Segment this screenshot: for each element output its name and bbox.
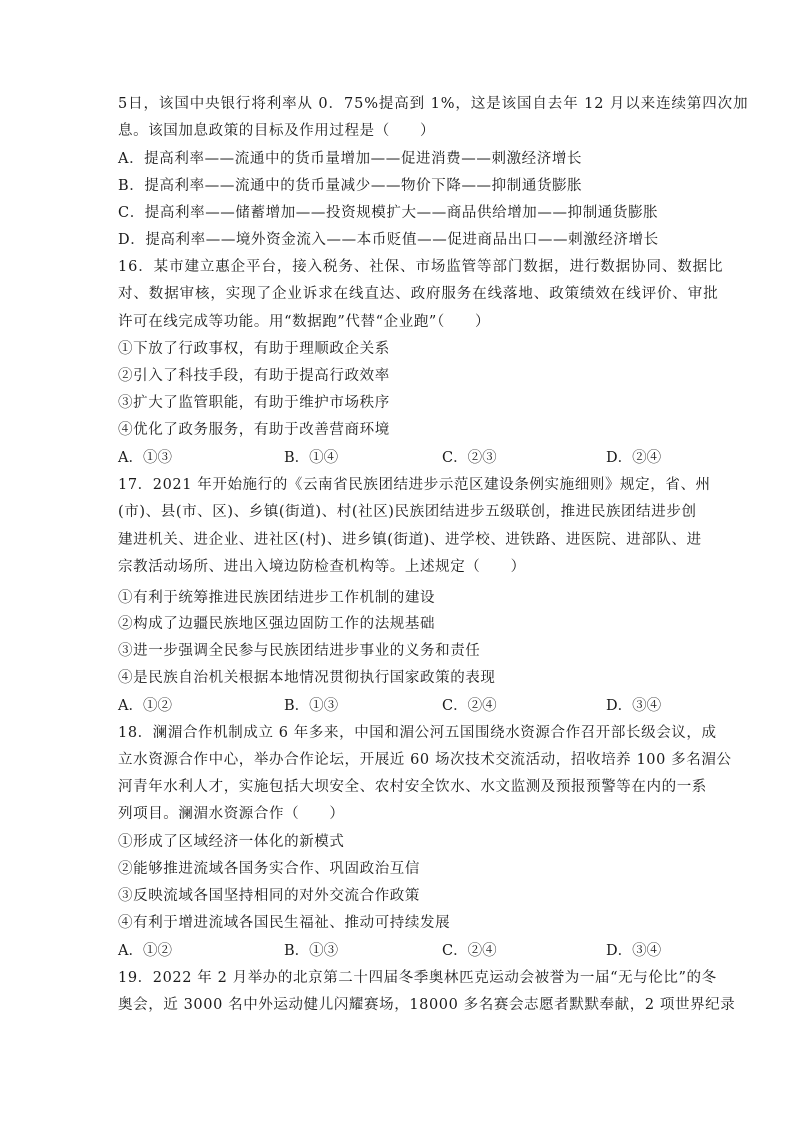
q17-item-1: ①有利于统筹推进民族团结进步工作机制的建设 (118, 590, 436, 606)
q18-item-2: ②能够推进流域各国务实合作、巩固政治互信 (118, 861, 420, 877)
q18-choices (118, 941, 678, 961)
q17-stem-line-1: 17．2021 年开始施行的《云南省民族团结进步示范区建设条例实施细则》规定，省、州 (118, 477, 711, 493)
q16-stem-line-2: 对、数据审核，实现了企业诉求在线直达、政府服务在线落地、政策绩效在线评价、审批 (118, 286, 719, 302)
q19-stem-line-1: 19．2022 年 2 月举办的北京第二十四届冬季奥林匹克运动会被誉为一届“无与伦比”的冬 (118, 970, 717, 986)
q16-item-3: ③扩大了监管职能，有助于维护市场秩序 (118, 395, 390, 411)
q18-choice-d: D．③④ (606, 943, 662, 959)
q18-item-1: ①形成了区域经济一体化的新模式 (118, 834, 345, 850)
q15-option-d: D．提高利率——境外资金流入——本币贬值——促进商品出口——刺激经济增长 (118, 232, 659, 248)
q15-option-a: A．提高利率——流通中的货币量增加——促进消费——刺激经济增长 (118, 151, 583, 167)
q17-item-3: ③进一步强调全民参与民族团结进步事业的义务和责任 (118, 643, 481, 659)
q18-choice-c: C．②④ (442, 943, 497, 959)
q17-stem-line-3: 建进机关、进企业、进社区(村)、进乡镇(街道)、进学校、进铁路、进医院、进部队、进 (118, 532, 702, 548)
q17-choice-d: D．③④ (606, 698, 662, 714)
q16-stem-line-1: 16．某市建立惠企平台，接入税务、社保、市场监管等部门数据，进行数据协同、数据比 (118, 259, 724, 275)
q18-item-3: ③反映流域各国坚持相同的对外交流合作政策 (118, 888, 420, 904)
q17-choice-c: C．②④ (442, 698, 497, 714)
q16-choice-c: C．②③ (442, 450, 497, 466)
q17-item-4: ④是民族自治机关根据本地情况贯彻执行国家政策的表现 (118, 670, 496, 686)
q16-item-4: ④优化了政务服务，有助于改善营商环境 (118, 422, 390, 438)
q19-stem-line-2: 奥会，近 3000 名中外运动健儿闪耀赛场，18000 多名赛会志愿者默默奉献，2 项世界纪录 (118, 997, 736, 1013)
q16-stem-line-3: 许可在线完成等功能。用“数据跑”代替“企业跑”（ ） (118, 314, 491, 330)
q16-item-1: ①下放了行政事权，有助于理顺政企关系 (118, 341, 390, 357)
q15-option-c: C．提高利率——储蓄增加——投资规模扩大——商品供给增加——抑制通货膨胀 (118, 205, 659, 221)
q15-option-b: B．提高利率——流通中的货币量减少——物价下降——抑制通货膨胀 (118, 178, 583, 194)
q17-choice-a: A．①② (118, 698, 172, 714)
q18-item-4: ④有利于增进流域各国民生福祉、推动可持续发展 (118, 915, 451, 931)
q17-choices (118, 696, 678, 716)
q18-stem-line-2: 立水资源合作中心，举办合作论坛，开展近 60 场次技术交流活动，招收培养 100 多名湄公 (118, 752, 732, 768)
q18-stem-line-4: 列项目。澜湄水资源合作（ ） (118, 806, 345, 822)
q17-stem-line-4: 宗教活动场所、进出入境边防检查机构等。上述规定（ ） (118, 559, 526, 575)
q15-stem-line-2: 息。该国加息政策的目标及作用过程是（ ） (118, 123, 436, 139)
q17-choice-b: B．①③ (284, 698, 339, 714)
q16-choice-a: A．①③ (118, 450, 172, 466)
q17-stem-line-2: (市)、县(市、区)、乡镇(街道)、村(社区)民族团结进步五级联创，推进民族团结进步创 (118, 504, 697, 520)
q18-stem-line-3: 河青年水利人才，实施包括大坝安全、农村安全饮水、水文监测及预报预警等在内的一系 (118, 779, 707, 795)
q17-item-2: ②构成了边疆民族地区强边固防工作的法规基础 (118, 616, 436, 632)
q16-choice-b: B．①④ (284, 450, 339, 466)
q16-choice-d: D．②④ (606, 450, 662, 466)
q18-choice-b: B．①③ (284, 943, 339, 959)
q18-choice-a: A．①② (118, 943, 172, 959)
q18-stem-line-1: 18．澜湄合作机制成立 6 年多来，中国和湄公河五国围绕水资源合作召开部长级会议，成 (118, 725, 717, 741)
q16-choices (118, 448, 678, 468)
q15-stem-line-1: 5日，该国中央银行将利率从 0．75%提高到 1%，这是该国自去年 12 月以来连续第四次加 (118, 96, 749, 112)
q16-item-2: ②引入了科技手段，有助于提高行政效率 (118, 368, 390, 384)
